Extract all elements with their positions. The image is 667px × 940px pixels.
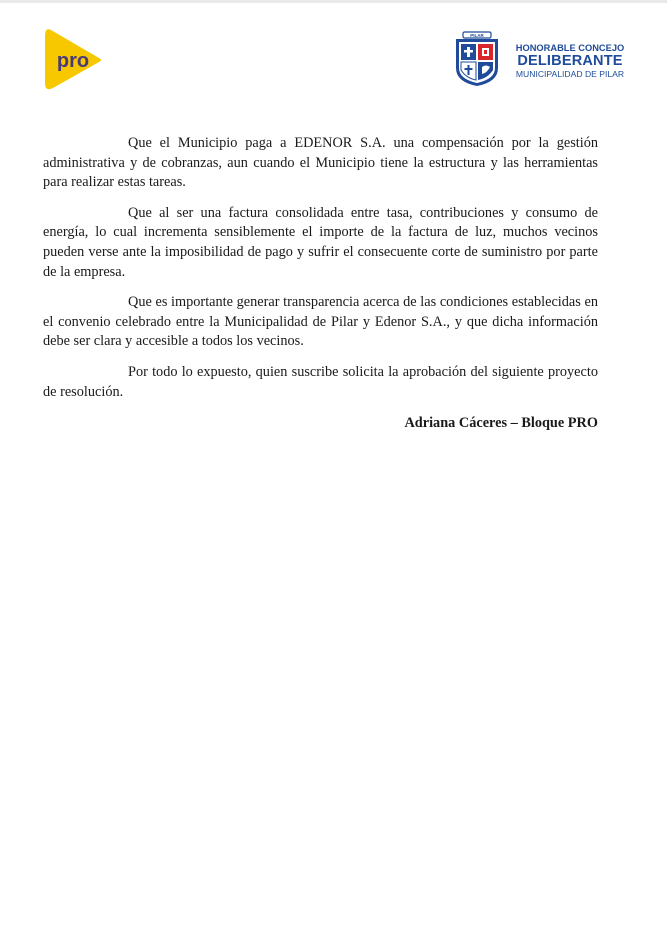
council-crest-label: PILAR xyxy=(470,33,484,38)
council-name-block xyxy=(507,44,633,78)
pro-party-logo xyxy=(43,28,103,90)
paragraph-compensation: Que el Municipio paga a EDENOR S.A. una compensación por la gestión administrativa y de cobranzas, aun cuando el Municipio tiene la estructura y las herramientas para realizar estas tareas. xyxy=(43,135,598,191)
page-top-rule xyxy=(0,0,667,3)
paragraph-transparency: Que es importante generar transparencia acerca de las condiciones establecidas en el convenio celebrado entre la Municipalidad de Pilar y Edenor S.A., y que dicha información debe ser clara y accesible a todos los vecinos. xyxy=(43,294,598,350)
pro-logo-text: pro xyxy=(56,50,90,72)
document-body xyxy=(43,134,598,433)
pro-logo-mark xyxy=(43,28,103,90)
paragraph-consolidated-invoice: Que al ser una factura consolidada entre tasa, contribuciones y consumo de energía, lo cual incrementa sensiblemente el importe de la factura de luz, muchos vecinos pueden verse ante la imposibilidad de pago y sufrir el consecuente corte de suministro por parte de la empresa. xyxy=(43,204,598,280)
council-shield-icon xyxy=(453,30,501,88)
council-name-line1: HONORABLE CONCEJO xyxy=(515,43,625,53)
council-crest xyxy=(453,30,501,88)
council-name-line2: DELIBERANTE xyxy=(517,53,623,70)
paragraph-request: Por todo lo expuesto, quien suscribe solicita la aprobación del siguiente proyecto de resolución. xyxy=(43,363,598,400)
signature: Adriana Cáceres – Bloque PRO xyxy=(404,415,598,432)
council-name-line3: MUNICIPALIDAD DE PILAR xyxy=(515,68,625,79)
